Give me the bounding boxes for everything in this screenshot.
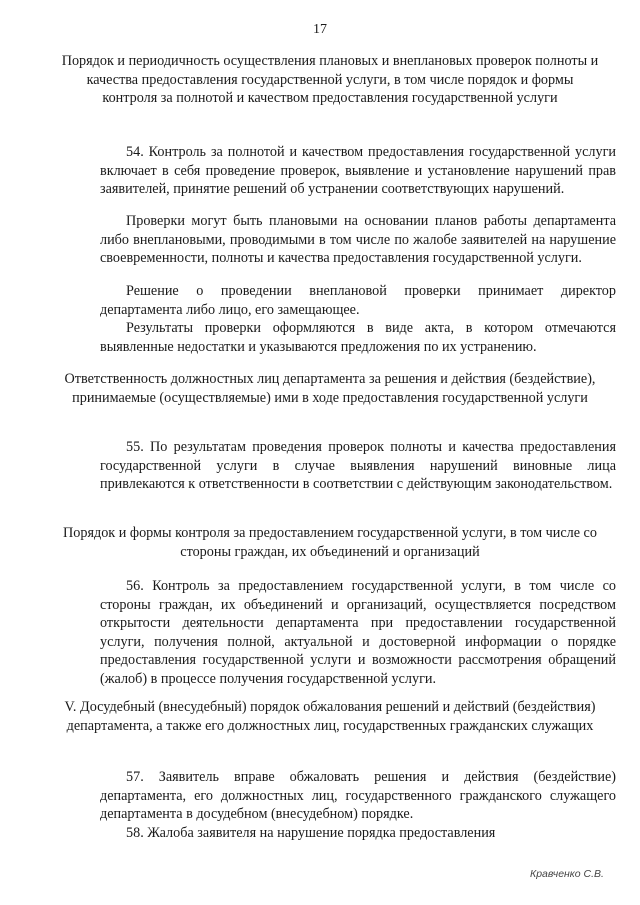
paragraph-54-decision: Решение о проведении внеплановой проверки принимает директор департамента либо лицо, его замещающее. — [100, 283, 616, 318]
paragraph-58: 58. Жалоба заявителя на нарушение порядка предоставления — [126, 825, 496, 841]
paragraph-57: 57. Заявитель вправе обжаловать решения и действия (бездействие) департамента, его должностных лиц, государственного гражданского служащего департамента в досудебном (внесудебном) порядке. — [100, 769, 616, 822]
paragraph-54: 54. Контроль за полнотой и качеством предоставления государственной услуги включает в себя проведение проверок, выявление и установление нарушений прав заявителей, принятие решений об устранении соответствующих нарушений. — [100, 144, 616, 197]
signature: Кравченко С.В. — [530, 868, 604, 880]
paragraph-56: 56. Контроль за предоставлением государственной услуги, в том числе со стороны граждан, их объединений и организаций, осуществляется посредством открытости деятельности департамента при предоставлении государственной услуги, получения полной, актуальной и достоверной информации о порядке предоставления государственной услуги и возможности рассмотрения обращений (жалоб) в процессе получения государственной услуги. — [100, 578, 616, 687]
paragraph-55: 55. По результатам проведения проверок полноты и качества предоставления государственной услуги в случае выявления нарушений виновные лица привлекаются к ответственности в соответствии с действующим законодательством. — [100, 439, 616, 492]
paragraph-54-inspections: Проверки могут быть плановыми на основании планов работы департамента либо внеплановыми, проводимыми в том числе по жалобе заявителей на нарушение своевременности, полноты и качества предоставления государственной услуги. — [100, 213, 616, 266]
paragraph-54-results: Результаты проверки оформляются в виде акта, в котором отмечаются выявленные недостатки и указываются предложения по их устранению. — [100, 320, 616, 355]
section-heading-responsibility: Ответственность должностных лиц департамента за решения и действия (бездействие), принимаемые (осуществляемые) ими в ходе предоставления государственной услуги — [64, 371, 596, 406]
page-number: 17 — [313, 22, 327, 37]
section-heading-control: Порядок и формы контроля за предоставлением государственной услуги, в том числе со стороны граждан, их объединений и организаций — [63, 525, 597, 560]
section-heading-appeal: V. Досудебный (внесудебный) порядок обжалования решений и действий (бездействия) департамента, а также его должностных лиц, государственных гражданских служащих — [64, 699, 596, 734]
section-heading-inspections: Порядок и периодичность осуществления плановых и внеплановых проверок полноты и качества предоставления государственной услуги, в том числе порядок и формы контроля за полнотой и качеством предоставления государственной услуги — [61, 53, 599, 106]
